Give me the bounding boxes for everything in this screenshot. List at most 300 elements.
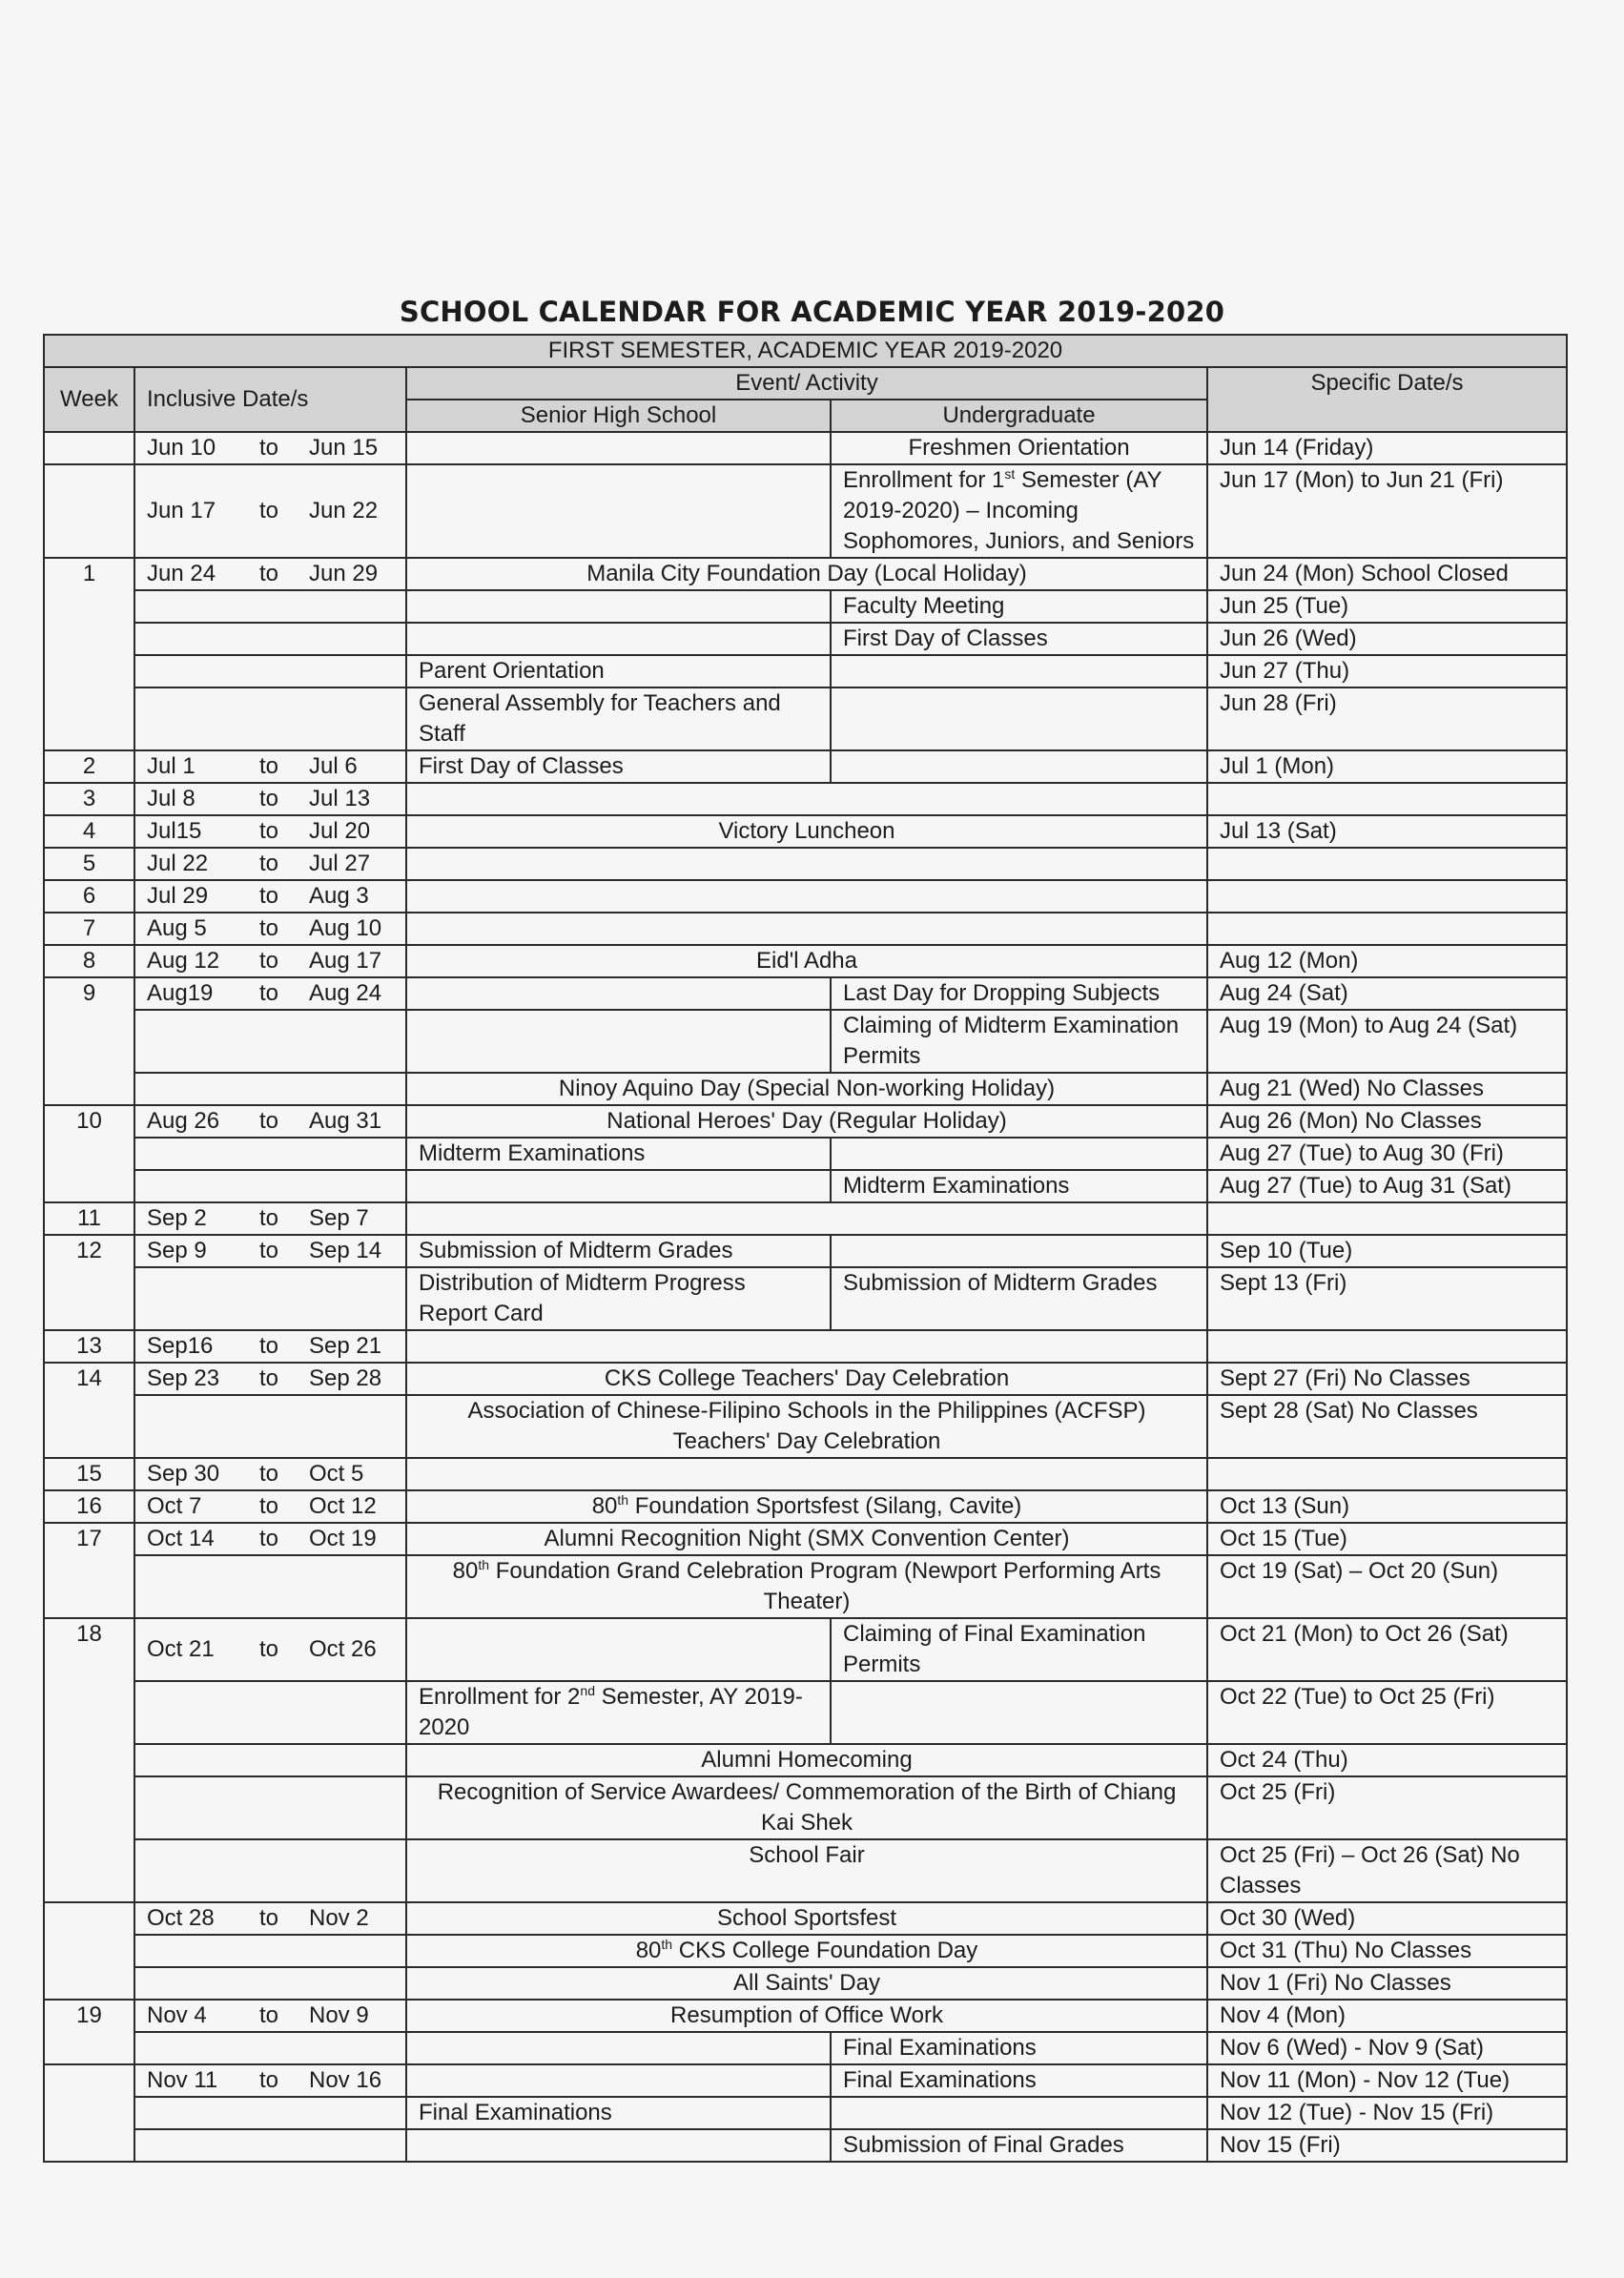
senior-high-cell	[406, 2064, 831, 2097]
week-cell	[44, 464, 134, 558]
table-row	[44, 2129, 1567, 2162]
inclusive-dates-cell	[134, 1902, 406, 1935]
specific-date-cell	[1207, 1202, 1567, 1235]
date-from: Sep 2	[147, 1205, 207, 1231]
date-sep: to	[259, 915, 279, 941]
undergraduate-cell	[831, 1681, 1207, 1744]
cell-text: CKS College Foundation Day	[672, 1938, 978, 1963]
specific-date-cell: Oct 15 (Tue)	[1207, 1523, 1567, 1555]
undergraduate-cell: Submission of Midterm Grades	[831, 1267, 1207, 1330]
senior-high-cell: General Assembly for Teachers and Staff	[406, 688, 831, 750]
event-cell: Alumni Recognition Night (SMX Convention Center)	[406, 1523, 1207, 1555]
date-sep: to	[259, 786, 279, 811]
senior-high-cell	[406, 623, 831, 655]
specific-date-cell: Aug 24 (Sat)	[1207, 977, 1567, 1010]
date-from: Jun 17	[147, 498, 216, 523]
week-cell: 2	[44, 750, 134, 783]
inclusive-dates-cell	[134, 815, 406, 848]
date-to: Aug 24	[309, 980, 382, 1006]
inclusive-dates-header: Inclusive Date/s	[134, 367, 406, 432]
event-cell	[406, 1935, 1207, 1967]
inclusive-dates-cell	[134, 688, 406, 750]
senior-high-cell: Distribution of Midterm Progress Report Card	[406, 1267, 831, 1330]
specific-date-cell	[1207, 783, 1567, 815]
specific-date-cell: Jun 28 (Fri)	[1207, 688, 1567, 750]
senior-high-cell: Submission of Midterm Grades	[406, 1235, 831, 1267]
specific-date-cell: Sept 27 (Fri) No Classes	[1207, 1363, 1567, 1395]
date-sep: to	[259, 1636, 279, 1662]
senior-high-cell	[406, 2129, 831, 2162]
specific-date-cell: Aug 27 (Tue) to Aug 31 (Sat)	[1207, 1170, 1567, 1202]
specific-date-cell: Oct 30 (Wed)	[1207, 1902, 1567, 1935]
table-row	[44, 1776, 1567, 1839]
date-from: Jul 29	[147, 883, 209, 909]
event-cell	[406, 1330, 1207, 1363]
date-to: Oct 26	[309, 1636, 377, 1662]
date-sep: to	[259, 1365, 279, 1391]
undergraduate-cell: Claiming of Final Examination Permits	[831, 1618, 1207, 1681]
table-row	[44, 688, 1567, 750]
inclusive-dates-cell	[134, 1839, 406, 1902]
date-from: Jul 1	[147, 753, 195, 779]
undergraduate-cell	[831, 750, 1207, 783]
event-cell: Association of Chinese-Filipino Schools in the Philippines (ACFSP) Teachers' Day Celebration	[406, 1395, 1207, 1458]
specific-date-cell: Nov 6 (Wed) - Nov 9 (Sat)	[1207, 2032, 1567, 2064]
table-row	[44, 2064, 1567, 2097]
date-from: Aug19	[147, 980, 214, 1006]
table-row	[44, 558, 1567, 590]
specific-date-cell: Oct 22 (Tue) to Oct 25 (Fri)	[1207, 1681, 1567, 1744]
inclusive-dates-cell	[134, 977, 406, 1010]
undergraduate-cell: Submission of Final Grades	[831, 2129, 1207, 2162]
table-row	[44, 2097, 1567, 2129]
event-cell: School Fair	[406, 1839, 1207, 1902]
week-cell: 16	[44, 1490, 134, 1523]
date-sep: to	[259, 1108, 279, 1134]
event-cell: Ninoy Aquino Day (Special Non-working Holiday)	[406, 1073, 1207, 1105]
date-sep: to	[259, 980, 279, 1006]
week-cell	[44, 432, 134, 464]
date-sep: to	[259, 2002, 279, 2028]
table-row	[44, 848, 1567, 880]
event-cell: Manila City Foundation Day (Local Holiday)	[406, 558, 1207, 590]
date-sep: to	[259, 948, 279, 974]
date-to: Aug 3	[309, 883, 369, 909]
inclusive-dates-cell	[134, 2097, 406, 2129]
date-to: Jun 22	[309, 498, 379, 523]
table-row	[44, 913, 1567, 945]
senior-high-header: Senior High School	[406, 400, 831, 432]
table-row	[44, 1073, 1567, 1105]
specific-date-cell	[1207, 1458, 1567, 1490]
senior-high-cell	[406, 1170, 831, 1202]
specific-date-cell: Jul 13 (Sat)	[1207, 815, 1567, 848]
date-to: Jul 13	[309, 786, 371, 811]
table-row	[44, 1235, 1567, 1267]
undergraduate-cell	[831, 1235, 1207, 1267]
event-cell: All Saints' Day	[406, 1967, 1207, 2000]
table-row	[44, 464, 1567, 558]
cell-text: 80	[452, 1558, 479, 1584]
table-row	[44, 945, 1567, 977]
cell-superscript: nd	[580, 1683, 595, 1698]
date-sep: to	[259, 498, 279, 523]
event-cell: CKS College Teachers' Day Celebration	[406, 1363, 1207, 1395]
date-to: Jul 6	[309, 753, 358, 779]
date-to: Sep 7	[309, 1205, 369, 1231]
cell-text: 80	[591, 1493, 618, 1519]
inclusive-dates-cell	[134, 2129, 406, 2162]
cell-text: Enrollment for 2	[419, 1684, 581, 1710]
date-from: Nov 11	[147, 2067, 218, 2093]
senior-high-cell	[406, 977, 831, 1010]
date-sep: to	[259, 1333, 279, 1359]
date-to: Aug 17	[309, 948, 382, 974]
table-row	[44, 750, 1567, 783]
inclusive-dates-cell	[134, 880, 406, 913]
date-sep: to	[259, 1238, 279, 1263]
inclusive-dates-cell	[134, 1363, 406, 1395]
week-cell: 7	[44, 913, 134, 945]
date-from: Sep 23	[147, 1365, 220, 1391]
table-row	[44, 1010, 1567, 1073]
week-cell	[44, 1902, 134, 2000]
inclusive-dates-cell	[134, 913, 406, 945]
date-sep: to	[259, 818, 279, 844]
date-from: Oct 28	[147, 1905, 215, 1931]
date-sep: to	[259, 1905, 279, 1931]
specific-date-cell: Nov 11 (Mon) - Nov 12 (Tue)	[1207, 2064, 1567, 2097]
cell-superscript: th	[661, 1937, 673, 1952]
week-cell: 8	[44, 945, 134, 977]
specific-date-cell: Jun 24 (Mon) School Closed	[1207, 558, 1567, 590]
table-row	[44, 590, 1567, 623]
semester-header: FIRST SEMESTER, ACADEMIC YEAR 2019-2020	[44, 335, 1567, 367]
specific-date-cell: Aug 21 (Wed) No Classes	[1207, 1073, 1567, 1105]
undergraduate-cell: Final Examinations	[831, 2032, 1207, 2064]
week-cell: 15	[44, 1458, 134, 1490]
cell-text: Semester (AY 2019-2020) – Incoming Sophomores, Juniors, and Seniors	[843, 467, 1195, 554]
undergraduate-cell: Last Day for Dropping Subjects	[831, 977, 1207, 1010]
table-row	[44, 1935, 1567, 1967]
event-cell	[406, 783, 1207, 815]
date-sep: to	[259, 1461, 279, 1487]
table-row	[44, 783, 1567, 815]
senior-high-cell: Midterm Examinations	[406, 1138, 831, 1170]
week-cell: 1	[44, 558, 134, 750]
inclusive-dates-cell	[134, 2000, 406, 2032]
inclusive-dates-cell	[134, 1010, 406, 1073]
date-sep: to	[259, 1526, 279, 1551]
date-to: Aug 31	[309, 1108, 382, 1134]
senior-high-cell	[406, 1618, 831, 1681]
undergraduate-cell	[831, 464, 1207, 558]
undergraduate-cell	[831, 655, 1207, 688]
table-row	[44, 1458, 1567, 1490]
table-row	[44, 977, 1567, 1010]
undergraduate-cell: Midterm Examinations	[831, 1170, 1207, 1202]
specific-date-cell: Oct 13 (Sun)	[1207, 1490, 1567, 1523]
date-from: Jun 10	[147, 435, 216, 461]
table-row	[44, 1330, 1567, 1363]
specific-date-cell	[1207, 848, 1567, 880]
cell-text: 80	[635, 1938, 662, 1963]
event-cell	[406, 913, 1207, 945]
date-sep: to	[259, 753, 279, 779]
week-cell	[44, 2064, 134, 2162]
table-row	[44, 1839, 1567, 1902]
week-header: Week	[44, 367, 134, 432]
specific-date-cell: Jun 25 (Tue)	[1207, 590, 1567, 623]
date-from: Aug 5	[147, 915, 207, 941]
specific-date-cell: Aug 19 (Mon) to Aug 24 (Sat)	[1207, 1010, 1567, 1073]
date-sep: to	[259, 435, 279, 461]
specific-date-cell: Oct 24 (Thu)	[1207, 1744, 1567, 1776]
event-cell: Resumption of Office Work	[406, 2000, 1207, 2032]
table-row	[44, 1202, 1567, 1235]
specific-date-cell: Oct 25 (Fri) – Oct 26 (Sat) No Classes	[1207, 1839, 1567, 1902]
date-from: Jul 22	[147, 851, 209, 876]
specific-date-cell: Oct 31 (Thu) No Classes	[1207, 1935, 1567, 1967]
date-to: Aug 10	[309, 915, 382, 941]
date-from: Aug 12	[147, 948, 220, 974]
undergraduate-cell: Faculty Meeting	[831, 590, 1207, 623]
undergraduate-cell: Final Examinations	[831, 2064, 1207, 2097]
table-row	[44, 2032, 1567, 2064]
senior-high-cell	[406, 590, 831, 623]
senior-high-cell	[406, 432, 831, 464]
specific-date-cell	[1207, 880, 1567, 913]
cell-superscript: st	[1004, 466, 1016, 482]
specific-date-cell	[1207, 913, 1567, 945]
week-cell: 9	[44, 977, 134, 1105]
table-row	[44, 623, 1567, 655]
specific-date-cell: Jun 14 (Friday)	[1207, 432, 1567, 464]
undergraduate-cell	[831, 1138, 1207, 1170]
inclusive-dates-cell	[134, 558, 406, 590]
undergraduate-header: Undergraduate	[831, 400, 1207, 432]
table-row	[44, 2000, 1567, 2032]
inclusive-dates-cell	[134, 1967, 406, 2000]
specific-date-cell: Oct 19 (Sat) – Oct 20 (Sun)	[1207, 1555, 1567, 1618]
date-from: Aug 26	[147, 1108, 220, 1134]
inclusive-dates-cell	[134, 1490, 406, 1523]
week-cell: 6	[44, 880, 134, 913]
week-cell: 11	[44, 1202, 134, 1235]
inclusive-dates-cell	[134, 1618, 406, 1681]
table-row	[44, 1967, 1567, 2000]
table-row	[44, 1363, 1567, 1395]
table-row	[44, 655, 1567, 688]
specific-dates-header: Specific Date/s	[1207, 367, 1567, 432]
undergraduate-cell: Claiming of Midterm Examination Permits	[831, 1010, 1207, 1073]
specific-date-cell: Oct 25 (Fri)	[1207, 1776, 1567, 1839]
specific-date-cell: Aug 27 (Tue) to Aug 30 (Fri)	[1207, 1138, 1567, 1170]
specific-date-cell: Jun 26 (Wed)	[1207, 623, 1567, 655]
event-cell	[406, 880, 1207, 913]
inclusive-dates-cell	[134, 1395, 406, 1458]
specific-date-cell: Sept 28 (Sat) No Classes	[1207, 1395, 1567, 1458]
event-cell	[406, 1555, 1207, 1618]
cell-text: Semester, AY 2019-2020	[419, 1684, 803, 1740]
date-from: Oct 7	[147, 1493, 202, 1519]
specific-date-cell: Sep 10 (Tue)	[1207, 1235, 1567, 1267]
inclusive-dates-cell	[134, 590, 406, 623]
event-cell	[406, 1202, 1207, 1235]
inclusive-dates-cell	[134, 1681, 406, 1744]
date-to: Sep 14	[309, 1238, 382, 1263]
date-to: Sep 21	[309, 1333, 382, 1359]
undergraduate-cell	[831, 688, 1207, 750]
date-to: Sep 28	[309, 1365, 382, 1391]
inclusive-dates-cell	[134, 2064, 406, 2097]
page-title: SCHOOL CALENDAR FOR ACADEMIC YEAR 2019-2020	[399, 296, 1225, 328]
event-cell: School Sportsfest	[406, 1902, 1207, 1935]
inclusive-dates-cell	[134, 1105, 406, 1138]
specific-date-cell: Aug 26 (Mon) No Classes	[1207, 1105, 1567, 1138]
table-row	[44, 1138, 1567, 1170]
table-row	[44, 1681, 1567, 1744]
table-row	[44, 1105, 1567, 1138]
inclusive-dates-cell	[134, 1555, 406, 1618]
date-sep: to	[259, 2067, 279, 2093]
senior-high-cell	[406, 1010, 831, 1073]
table-row	[44, 1744, 1567, 1776]
inclusive-dates-cell	[134, 1458, 406, 1490]
event-activity-header: Event/ Activity	[406, 367, 1207, 400]
event-cell	[406, 1490, 1207, 1523]
week-cell: 5	[44, 848, 134, 880]
inclusive-dates-cell	[134, 464, 406, 558]
table-row	[44, 1490, 1567, 1523]
senior-high-cell: Parent Orientation	[406, 655, 831, 688]
specific-date-cell: Aug 12 (Mon)	[1207, 945, 1567, 977]
inclusive-dates-cell	[134, 623, 406, 655]
date-to: Nov 16	[309, 2067, 382, 2093]
week-cell: 17	[44, 1523, 134, 1618]
date-from: Jul15	[147, 818, 202, 844]
inclusive-dates-cell	[134, 1235, 406, 1267]
cell-superscript: th	[478, 1557, 490, 1572]
inclusive-dates-cell	[134, 1267, 406, 1330]
specific-date-cell: Nov 12 (Tue) - Nov 15 (Fri)	[1207, 2097, 1567, 2129]
date-from: Jun 24	[147, 561, 216, 586]
week-cell: 19	[44, 2000, 134, 2064]
table-row	[44, 1395, 1567, 1458]
week-cell: 3	[44, 783, 134, 815]
inclusive-dates-cell	[134, 432, 406, 464]
specific-date-cell: Sept 13 (Fri)	[1207, 1267, 1567, 1330]
date-sep: to	[259, 851, 279, 876]
inclusive-dates-cell	[134, 1170, 406, 1202]
date-from: Sep16	[147, 1333, 214, 1359]
specific-date-cell: Jun 17 (Mon) to Jun 21 (Fri)	[1207, 464, 1567, 558]
event-cell: Eid'l Adha	[406, 945, 1207, 977]
inclusive-dates-cell	[134, 848, 406, 880]
senior-high-cell	[406, 2032, 831, 2064]
date-from: Sep 30	[147, 1461, 220, 1487]
senior-high-cell: Final Examinations	[406, 2097, 831, 2129]
specific-date-cell: Nov 1 (Fri) No Classes	[1207, 1967, 1567, 2000]
table-row	[44, 880, 1567, 913]
date-to: Jul 27	[309, 851, 371, 876]
week-cell: 14	[44, 1363, 134, 1458]
table-row	[44, 1902, 1567, 1935]
date-from: Sep 9	[147, 1238, 207, 1263]
cell-superscript: th	[617, 1492, 629, 1508]
week-cell: 12	[44, 1235, 134, 1330]
calendar-table	[43, 334, 1568, 2163]
specific-date-cell: Jun 27 (Thu)	[1207, 655, 1567, 688]
undergraduate-cell: First Day of Classes	[831, 623, 1207, 655]
event-cell: Recognition of Service Awardees/ Commemoration of the Birth of Chiang Kai Shek	[406, 1776, 1207, 1839]
date-to: Jun 29	[309, 561, 379, 586]
date-to: Oct 5	[309, 1461, 364, 1487]
date-sep: to	[259, 1493, 279, 1519]
inclusive-dates-cell	[134, 945, 406, 977]
inclusive-dates-cell	[134, 1330, 406, 1363]
date-from: Jul 8	[147, 786, 195, 811]
table-row	[44, 1618, 1567, 1681]
inclusive-dates-cell	[134, 1073, 406, 1105]
date-sep: to	[259, 883, 279, 909]
inclusive-dates-cell	[134, 2032, 406, 2064]
specific-date-cell: Nov 4 (Mon)	[1207, 2000, 1567, 2032]
specific-date-cell: Jul 1 (Mon)	[1207, 750, 1567, 783]
table-row	[44, 1523, 1567, 1555]
table-row	[44, 432, 1567, 464]
undergraduate-cell: Freshmen Orientation	[831, 432, 1207, 464]
table-row	[44, 1267, 1567, 1330]
specific-date-cell: Oct 21 (Mon) to Oct 26 (Sat)	[1207, 1618, 1567, 1681]
inclusive-dates-cell	[134, 783, 406, 815]
date-to: Oct 12	[309, 1493, 377, 1519]
inclusive-dates-cell	[134, 1776, 406, 1839]
table-row	[44, 1170, 1567, 1202]
event-cell	[406, 848, 1207, 880]
inclusive-dates-cell	[134, 1523, 406, 1555]
week-cell: 13	[44, 1330, 134, 1363]
event-cell: National Heroes' Day (Regular Holiday)	[406, 1105, 1207, 1138]
event-cell: Victory Luncheon	[406, 815, 1207, 848]
cell-text: Foundation Sportsfest (Silang, Cavite)	[628, 1493, 1022, 1519]
inclusive-dates-cell	[134, 655, 406, 688]
event-cell: Alumni Homecoming	[406, 1744, 1207, 1776]
senior-high-cell: First Day of Classes	[406, 750, 831, 783]
cell-text: Foundation Grand Celebration Program (Newport Performing Arts Theater)	[489, 1558, 1161, 1614]
inclusive-dates-cell	[134, 1935, 406, 1967]
date-to: Jun 15	[309, 435, 379, 461]
inclusive-dates-cell	[134, 1744, 406, 1776]
cell-text: Enrollment for 1	[843, 467, 1005, 493]
date-from: Oct 21	[147, 1636, 215, 1662]
undergraduate-cell	[831, 2097, 1207, 2129]
date-sep: to	[259, 561, 279, 586]
week-cell: 10	[44, 1105, 134, 1202]
date-from: Nov 4	[147, 2002, 207, 2028]
inclusive-dates-cell	[134, 1138, 406, 1170]
specific-date-cell: Nov 15 (Fri)	[1207, 2129, 1567, 2162]
inclusive-dates-cell	[134, 1202, 406, 1235]
week-cell: 18	[44, 1618, 134, 1902]
date-from: Oct 14	[147, 1526, 215, 1551]
date-to: Nov 2	[309, 1905, 369, 1931]
date-to: Jul 20	[309, 818, 371, 844]
date-to: Oct 19	[309, 1526, 377, 1551]
senior-high-cell	[406, 464, 831, 558]
week-cell: 4	[44, 815, 134, 848]
event-cell	[406, 1458, 1207, 1490]
